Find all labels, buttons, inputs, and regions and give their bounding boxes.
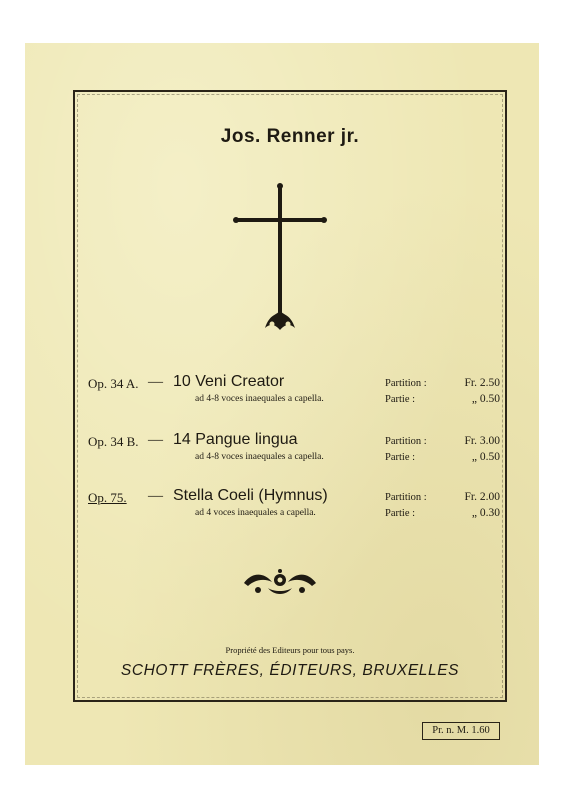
price-value: „ 0.50: [471, 451, 500, 463]
price-value: Fr. 2.50: [464, 377, 500, 389]
work-title: 14 Pangue lingua: [173, 431, 298, 448]
publisher-name: SCHOTT FRÈRES, ÉDITEURS, BRUXELLES: [120, 662, 460, 679]
dash: —: [148, 488, 163, 504]
work-title: Stella Coeli (Hymnus): [173, 487, 328, 504]
price-stamp: Pr. n. M. 1.60: [422, 722, 500, 740]
price-label: Partition :: [385, 492, 427, 503]
price-label: Partie :: [385, 452, 416, 463]
composer-name: Jos. Renner jr.: [220, 126, 360, 147]
opus-number: Op. 75.: [88, 490, 127, 505]
price-value: „ 0.50: [471, 393, 500, 405]
dash: —: [148, 432, 163, 448]
dash: —: [148, 374, 163, 390]
floral-ornament-icon: [238, 568, 322, 598]
opus-number: Op. 34 A.: [88, 376, 139, 391]
work-subtitle: ad 4-8 voces inaequales a capella.: [195, 394, 324, 404]
opus-number: Op. 34 B.: [88, 434, 139, 449]
work-subtitle: ad 4 voces inaequales a capella.: [195, 508, 316, 518]
work-title: 10 Veni Creator: [173, 373, 285, 390]
price-label: Partie :: [385, 394, 416, 405]
work-entry: [88, 432, 500, 466]
work-entry: [88, 374, 500, 408]
price-value: Fr. 2.00: [464, 491, 500, 503]
copyright-notice: Propriété des Editeurs pour tous pays.: [225, 645, 355, 655]
price-label: Partition :: [385, 378, 427, 389]
work-entry: [88, 488, 500, 522]
price-value: Fr. 3.00: [464, 435, 500, 447]
price-value: „ 0.30: [471, 507, 500, 519]
price-label: Partition :: [385, 436, 427, 447]
price-label: Partie :: [385, 508, 416, 519]
cross-icon: [225, 178, 335, 338]
work-subtitle: ad 4-8 voces inaequales a capella.: [195, 452, 324, 462]
